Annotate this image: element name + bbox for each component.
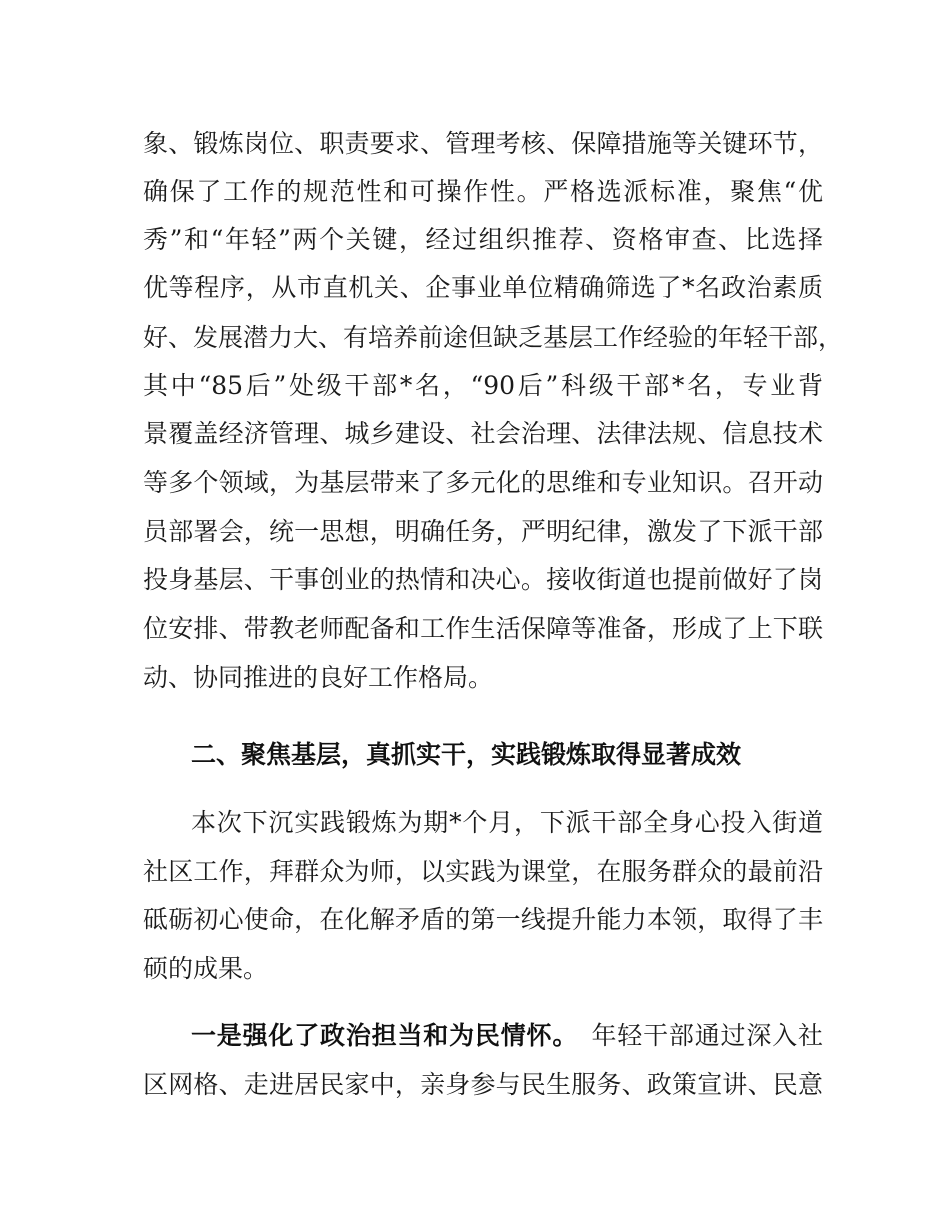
paragraph-line bbox=[191, 1016, 823, 1056]
paragraph-text: 年轻干部通过深入社 bbox=[590, 1021, 823, 1050]
paragraph-line: 本次下沉实践锻炼为期*个月，下派干部全身心投入街道 bbox=[191, 808, 823, 837]
paragraph-line: 好、发展潜力大、有培养前途但缺乏基层工作经验的年轻干部， bbox=[143, 323, 844, 352]
paragraph-line: 秀”和“年轻”两个关键，经过组织推荐、资格审查、比选择 bbox=[143, 225, 823, 254]
paragraph-line: 社区工作，拜群众为师，以实践为课堂，在服务群众的最前沿 bbox=[143, 857, 823, 886]
paragraph-line: 硕的成果。 bbox=[143, 954, 269, 983]
paragraph-line: 投身基层、干事创业的热情和决心。接收街道也提前做好了岗 bbox=[143, 565, 823, 594]
paragraph-line: 区网格、走进居民家中，亲身参与民生服务、政策宣讲、民意 bbox=[143, 1070, 823, 1099]
paragraph-line: 景覆盖经济管理、城乡建设、社会治理、法律法规、信息技术 bbox=[143, 419, 823, 448]
paragraph-line: 确保了工作的规范性和可操作性。严格选派标准，聚焦“优 bbox=[143, 177, 823, 206]
paragraph-line: 位安排、带教老师配备和工作生活保障等准备，形成了上下联 bbox=[143, 614, 823, 643]
paragraph-line: 动、协同推进的良好工作格局。 bbox=[143, 663, 494, 692]
paragraph-line: 其中“85后”处级干部*名，“90后”科级干部*名，专业背 bbox=[143, 371, 823, 400]
paragraph-line: 等多个领域，为基层带来了多元化的思维和专业知识。召开动 bbox=[143, 468, 823, 497]
paragraph-line: 员部署会，统一思想，明确任务，严明纪律，激发了下派干部 bbox=[143, 517, 823, 546]
section-heading: 二、聚焦基层，真抓实干，实践锻炼取得显著成效 bbox=[191, 740, 742, 769]
paragraph-lead: 一是强化了政治担当和为民情怀。 bbox=[191, 1021, 579, 1050]
paragraph-line: 砥砺初心使命，在化解矛盾的第一线提升能力本领，取得了丰 bbox=[143, 905, 823, 934]
paragraph-line: 优等程序，从市直机关、企事业单位精确筛选了*名政治素质 bbox=[143, 273, 823, 302]
paragraph-line: 象、锻炼岗位、职责要求、管理考核、保障措施等关键环节， bbox=[143, 129, 823, 158]
